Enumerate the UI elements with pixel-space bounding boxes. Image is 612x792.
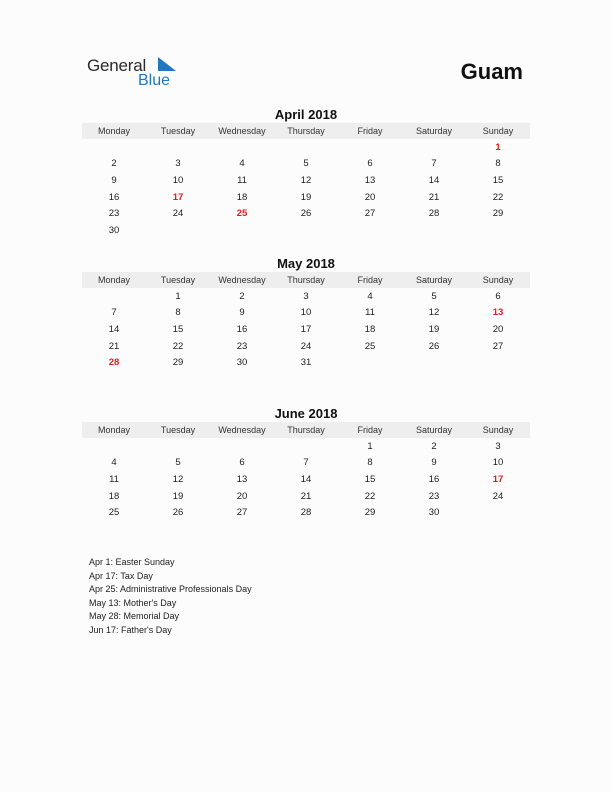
day-cell: 18 <box>108 490 120 502</box>
week-row <box>82 488 530 505</box>
day-cell: 26 <box>300 208 312 220</box>
month-title: April 2018 <box>274 107 338 122</box>
weekday-label: Tuesday <box>160 275 196 285</box>
day-cell: 10 <box>300 307 312 319</box>
day-cell: 22 <box>364 490 376 502</box>
weekday-label: Thursday <box>287 275 325 285</box>
day-cell: 18 <box>236 191 248 203</box>
day-cell: 5 <box>431 290 437 302</box>
month-title: May 2018 <box>277 256 335 271</box>
weekday-label: Monday <box>97 275 131 285</box>
day-cell: 27 <box>364 208 376 220</box>
day-cell: 19 <box>172 490 184 502</box>
weekday-label: Friday <box>357 425 383 435</box>
weekday-label: Thursday <box>287 425 325 435</box>
weekday-header-row <box>82 272 530 288</box>
day-cell: 25 <box>364 340 376 352</box>
weekday-label: Sunday <box>482 275 514 285</box>
week-row <box>82 156 530 173</box>
day-cell: 21 <box>300 490 312 502</box>
day-cell: 7 <box>431 158 437 170</box>
week-row <box>82 288 530 305</box>
weekday-label: Tuesday <box>160 425 196 435</box>
day-cell: 29 <box>364 507 376 519</box>
day-cell: 15 <box>492 174 504 186</box>
day-cell: 2 <box>239 290 245 302</box>
day-cell: 26 <box>172 507 184 519</box>
day-cell: 23 <box>108 208 120 220</box>
month-calendar-april <box>82 106 530 239</box>
day-cell: 30 <box>236 357 248 369</box>
day-cell: 10 <box>172 174 184 186</box>
day-cell: 14 <box>108 323 120 335</box>
weekday-label: Saturday <box>415 126 453 136</box>
holiday-list <box>89 556 252 638</box>
day-cell: 31 <box>300 357 312 369</box>
weekday-label: Saturday <box>415 275 453 285</box>
day-cell: 8 <box>175 307 181 319</box>
weekday-label: Monday <box>97 425 131 435</box>
day-cell: 28 <box>428 208 440 220</box>
day-cell: 1 <box>367 440 373 452</box>
day-cell: 3 <box>303 290 309 302</box>
day-cell: 18 <box>364 323 376 335</box>
weekday-label: Friday <box>357 126 383 136</box>
weekday-label: Tuesday <box>160 126 196 136</box>
day-cell: 28 <box>300 507 312 519</box>
holiday-day-cell: 1 <box>495 141 501 153</box>
day-cell: 26 <box>428 340 440 352</box>
weekday-label: Thursday <box>287 126 325 136</box>
day-cell: 6 <box>239 457 245 469</box>
week-row <box>82 205 530 222</box>
weekday-header-row <box>82 422 530 438</box>
weekday-header-row <box>82 123 530 139</box>
week-row <box>82 455 530 472</box>
day-cell: 29 <box>172 357 184 369</box>
day-cell: 15 <box>364 473 376 485</box>
day-cell: 8 <box>495 158 501 170</box>
day-cell: 19 <box>300 191 312 203</box>
weekday-label: Sunday <box>482 126 514 136</box>
logo-text-blue: Blue <box>138 72 171 89</box>
day-cell: 3 <box>175 158 181 170</box>
day-cell: 1 <box>175 290 181 302</box>
day-cell: 4 <box>367 290 373 302</box>
day-cell: 5 <box>303 158 309 170</box>
day-cell: 10 <box>492 457 504 469</box>
day-cell: 6 <box>367 158 373 170</box>
week-row <box>82 471 530 488</box>
day-cell: 13 <box>236 473 248 485</box>
weekday-label: Monday <box>97 126 131 136</box>
holiday-entry: Jun 17: Father's Day <box>89 624 172 635</box>
day-cell: 27 <box>492 340 504 352</box>
week-row <box>82 172 530 189</box>
month-calendar-may <box>82 255 530 371</box>
holiday-entry: May 28: Memorial Day <box>89 611 180 622</box>
day-cell: 11 <box>365 307 375 319</box>
day-cell: 27 <box>236 507 248 519</box>
day-cell: 13 <box>364 174 376 186</box>
day-cell: 12 <box>172 473 184 485</box>
logo-text-general: General <box>87 56 147 75</box>
holiday-entry: May 13: Mother's Day <box>89 597 177 608</box>
day-cell: 20 <box>364 191 376 203</box>
holiday-entry: Apr 17: Tax Day <box>89 570 153 581</box>
day-cell: 30 <box>428 507 440 519</box>
week-row <box>82 321 530 338</box>
day-cell: 16 <box>108 191 120 203</box>
day-cell: 14 <box>428 174 440 186</box>
week-row <box>82 504 530 521</box>
holiday-entry: Apr 25: Administrative Professionals Day <box>89 584 252 595</box>
day-cell: 14 <box>300 473 312 485</box>
month-calendar-june <box>82 405 530 521</box>
day-cell: 3 <box>495 440 501 452</box>
week-row <box>82 338 530 355</box>
day-cell: 5 <box>175 457 181 469</box>
week-row <box>82 438 530 455</box>
logo-triangle-icon <box>158 57 176 71</box>
day-cell: 12 <box>428 307 440 319</box>
holiday-day-cell: 28 <box>108 357 120 369</box>
day-cell: 9 <box>111 174 117 186</box>
day-cell: 22 <box>492 191 504 203</box>
day-cell: 2 <box>111 158 117 170</box>
day-cell: 30 <box>108 224 120 236</box>
day-cell: 11 <box>109 473 119 485</box>
day-cell: 9 <box>431 457 437 469</box>
day-cell: 4 <box>239 158 245 170</box>
holiday-day-cell: 25 <box>236 208 248 220</box>
weekday-label: Wednesday <box>218 425 266 435</box>
day-cell: 9 <box>239 307 245 319</box>
day-cell: 15 <box>172 323 184 335</box>
country-title: Guam <box>460 59 523 84</box>
day-cell: 25 <box>108 507 120 519</box>
day-cell: 17 <box>300 323 312 335</box>
month-title: June 2018 <box>274 406 338 421</box>
holiday-day-cell: 17 <box>172 191 184 203</box>
day-cell: 7 <box>303 457 309 469</box>
weekday-label: Sunday <box>482 425 514 435</box>
holiday-entry: Apr 1: Easter Sunday <box>89 557 175 567</box>
week-row <box>82 189 530 206</box>
day-cell: 12 <box>300 174 312 186</box>
week-row <box>82 305 530 322</box>
weekday-label: Friday <box>357 275 383 285</box>
holiday-day-cell: 17 <box>492 473 504 485</box>
weekday-label: Saturday <box>415 425 453 435</box>
weekday-label: Wednesday <box>218 275 266 285</box>
generalblue-logo <box>87 56 187 92</box>
week-row <box>82 354 530 371</box>
holiday-day-cell: 13 <box>492 307 504 319</box>
day-cell: 23 <box>428 490 440 502</box>
day-cell: 29 <box>492 208 504 220</box>
day-cell: 8 <box>367 457 373 469</box>
day-cell: 23 <box>236 340 248 352</box>
day-cell: 19 <box>428 323 440 335</box>
day-cell: 22 <box>172 340 184 352</box>
day-cell: 20 <box>492 323 504 335</box>
day-cell: 21 <box>428 191 440 203</box>
week-row <box>82 222 530 239</box>
day-cell: 21 <box>108 340 120 352</box>
day-cell: 7 <box>111 307 117 319</box>
day-cell: 16 <box>428 473 440 485</box>
week-row <box>82 139 530 156</box>
day-cell: 16 <box>236 323 248 335</box>
weekday-label: Wednesday <box>218 126 266 136</box>
day-cell: 2 <box>431 440 437 452</box>
day-cell: 24 <box>172 208 184 220</box>
day-cell: 6 <box>495 290 501 302</box>
day-cell: 24 <box>300 340 312 352</box>
day-cell: 4 <box>111 457 117 469</box>
day-cell: 11 <box>237 174 247 186</box>
day-cell: 24 <box>492 490 504 502</box>
day-cell: 20 <box>236 490 248 502</box>
